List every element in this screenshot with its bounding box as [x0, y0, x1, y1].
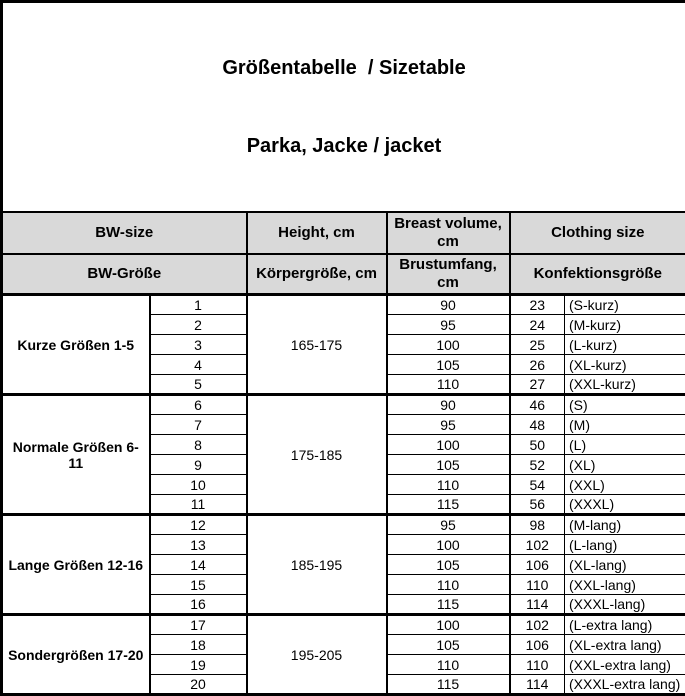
clothing-size-cell: 27	[510, 375, 565, 395]
table-title-line1: Größentabelle / Sizetable	[6, 55, 682, 81]
clothing-size-cell: 106	[510, 555, 565, 575]
table-title-row	[2, 2, 685, 213]
clothing-size-label-cell: (XXL-extra lang)	[565, 655, 685, 675]
header-bw-size-de: BW-Größe	[2, 254, 247, 295]
bw-size-cell: 14	[150, 555, 247, 575]
bw-size-cell: 12	[150, 515, 247, 535]
group-label-cell: Kurze Größen 1-5	[2, 295, 150, 395]
clothing-size-label-cell: (XXL)	[565, 475, 685, 495]
clothing-size-cell: 106	[510, 635, 565, 655]
breast-volume-cell: 105	[387, 455, 510, 475]
breast-volume-cell: 110	[387, 375, 510, 395]
header-clothing-de: Konfektionsgröße	[510, 254, 685, 295]
breast-volume-cell: 105	[387, 355, 510, 375]
clothing-size-label-cell: (XXXL)	[565, 495, 685, 515]
table-title-line2: Parka, Jacke / jacket	[6, 133, 682, 159]
clothing-size-cell: 110	[510, 655, 565, 675]
clothing-size-label-cell: (S-kurz)	[565, 295, 685, 315]
bw-size-cell: 6	[150, 395, 247, 415]
bw-size-cell: 15	[150, 575, 247, 595]
header-bw-size-en: BW-size	[2, 212, 247, 254]
clothing-size-label-cell: (L-lang)	[565, 535, 685, 555]
clothing-size-cell: 25	[510, 335, 565, 355]
group-label-cell: Sondergrößen 17-20	[2, 615, 150, 695]
clothing-size-cell: 54	[510, 475, 565, 495]
breast-volume-cell: 95	[387, 515, 510, 535]
clothing-size-cell: 24	[510, 315, 565, 335]
header-breast-de: Brustumfang, cm	[387, 254, 510, 295]
clothing-size-label-cell: (XL-extra lang)	[565, 635, 685, 655]
size-table-body	[2, 295, 685, 695]
breast-volume-cell: 115	[387, 495, 510, 515]
header-breast-en: Breast volume, cm	[387, 212, 510, 254]
clothing-size-label-cell: (M-kurz)	[565, 315, 685, 335]
clothing-size-label-cell: (S)	[565, 395, 685, 415]
breast-volume-cell: 100	[387, 535, 510, 555]
breast-volume-cell: 90	[387, 395, 510, 415]
group-label-cell: Lange Größen 12-16	[2, 515, 150, 615]
clothing-size-label-cell: (XXL-lang)	[565, 575, 685, 595]
header-row-english	[2, 212, 685, 254]
bw-size-cell: 11	[150, 495, 247, 515]
header-clothing-en: Clothing size	[510, 212, 685, 254]
breast-volume-cell: 110	[387, 655, 510, 675]
clothing-size-cell: 50	[510, 435, 565, 455]
breast-volume-cell: 100	[387, 615, 510, 635]
group-label-cell: Normale Größen 6-11	[2, 395, 150, 515]
header-row-german	[2, 254, 685, 295]
bw-size-cell: 3	[150, 335, 247, 355]
clothing-size-cell: 102	[510, 535, 565, 555]
height-range-cell: 185-195	[247, 515, 387, 615]
clothing-size-label-cell: (L-extra lang)	[565, 615, 685, 635]
clothing-size-cell: 52	[510, 455, 565, 475]
clothing-size-cell: 23	[510, 295, 565, 315]
clothing-size-label-cell: (XL-lang)	[565, 555, 685, 575]
height-range-cell: 175-185	[247, 395, 387, 515]
bw-size-cell: 5	[150, 375, 247, 395]
breast-volume-cell: 100	[387, 435, 510, 455]
clothing-size-cell: 48	[510, 415, 565, 435]
breast-volume-cell: 115	[387, 595, 510, 615]
bw-size-cell: 19	[150, 655, 247, 675]
header-height-de: Körpergröße, cm	[247, 254, 387, 295]
bw-size-cell: 4	[150, 355, 247, 375]
bw-size-cell: 13	[150, 535, 247, 555]
clothing-size-label-cell: (XL)	[565, 455, 685, 475]
clothing-size-cell: 114	[510, 595, 565, 615]
bw-size-cell: 2	[150, 315, 247, 335]
breast-volume-cell: 95	[387, 415, 510, 435]
clothing-size-label-cell: (L)	[565, 435, 685, 455]
breast-volume-cell: 90	[387, 295, 510, 315]
bw-size-cell: 7	[150, 415, 247, 435]
height-range-cell: 195-205	[247, 615, 387, 695]
breast-volume-cell: 115	[387, 675, 510, 695]
bw-size-cell: 8	[150, 435, 247, 455]
table-title-cell	[2, 2, 685, 213]
breast-volume-cell: 105	[387, 555, 510, 575]
clothing-size-label-cell: (XXXL-lang)	[565, 595, 685, 615]
bw-size-cell: 17	[150, 615, 247, 635]
table-row	[2, 515, 685, 535]
clothing-size-cell: 56	[510, 495, 565, 515]
clothing-size-label-cell: (L-kurz)	[565, 335, 685, 355]
table-row	[2, 615, 685, 635]
clothing-size-label-cell: (XL-kurz)	[565, 355, 685, 375]
clothing-size-cell: 98	[510, 515, 565, 535]
clothing-size-cell: 114	[510, 675, 565, 695]
clothing-size-label-cell: (XXXL-extra lang)	[565, 675, 685, 695]
bw-size-cell: 1	[150, 295, 247, 315]
breast-volume-cell: 100	[387, 335, 510, 355]
bw-size-cell: 18	[150, 635, 247, 655]
height-range-cell: 165-175	[247, 295, 387, 395]
breast-volume-cell: 110	[387, 575, 510, 595]
bw-size-cell: 9	[150, 455, 247, 475]
clothing-size-cell: 46	[510, 395, 565, 415]
header-height-en: Height, cm	[247, 212, 387, 254]
breast-volume-cell: 110	[387, 475, 510, 495]
table-row	[2, 395, 685, 415]
clothing-size-label-cell: (M)	[565, 415, 685, 435]
clothing-size-cell: 110	[510, 575, 565, 595]
table-row	[2, 295, 685, 315]
clothing-size-label-cell: (XXL-kurz)	[565, 375, 685, 395]
clothing-size-label-cell: (M-lang)	[565, 515, 685, 535]
bw-size-cell: 10	[150, 475, 247, 495]
bw-size-cell: 16	[150, 595, 247, 615]
breast-volume-cell: 95	[387, 315, 510, 335]
breast-volume-cell: 105	[387, 635, 510, 655]
clothing-size-cell: 26	[510, 355, 565, 375]
bw-size-cell: 20	[150, 675, 247, 695]
clothing-size-cell: 102	[510, 615, 565, 635]
